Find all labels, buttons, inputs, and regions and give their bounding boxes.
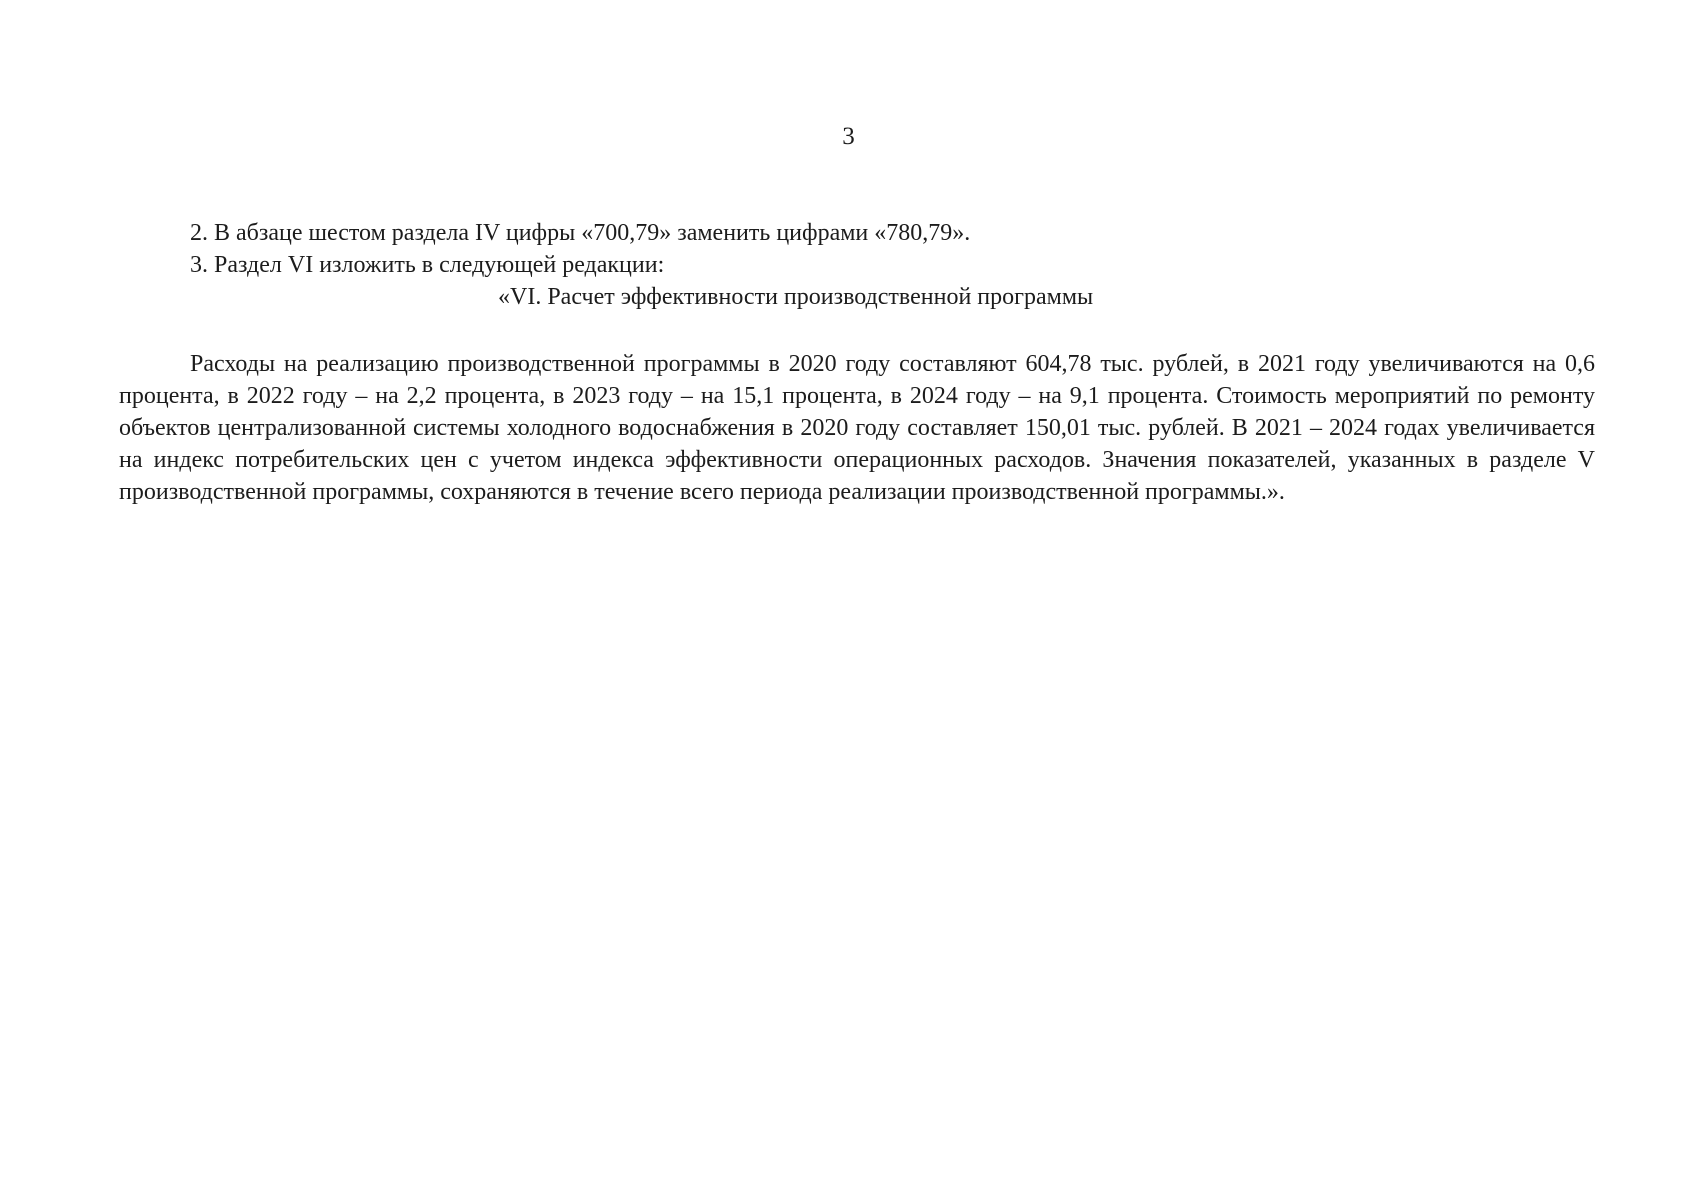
- section-heading: «VI. Расчет эффективности производственной программы: [498, 284, 1094, 310]
- amendment-item-3: 3. Раздел VI изложить в следующей редакции:: [190, 252, 665, 278]
- body-paragraph: Расходы на реализацию производственной программы в 2020 году составляют 604,78 тыс. рублей, в 2021 году увеличиваются на 0,6 процента, в 2022 году – на 2,2 процента, в 2023 году – на 15,1 процента, в 2024 году – на 9,1 процента. Стоимость мероприятий по ремонту объектов централизованной системы холодного водоснабжения в 2020 году составляет 150,01 тыс. рублей. В 2021 – 2024 годах увеличивается на индекс потребительских цен с учетом индекса эффективности операционных расходов. Значения показателей, указанных в разделе V производственной программы, сохраняются в течение всего периода реализации производственной программы.».: [119, 351, 1595, 505]
- page-number: 3: [842, 123, 855, 150]
- amendment-item-2: 2. В абзаце шестом раздела IV цифры «700,79» заменить цифрами «780,79».: [190, 220, 971, 246]
